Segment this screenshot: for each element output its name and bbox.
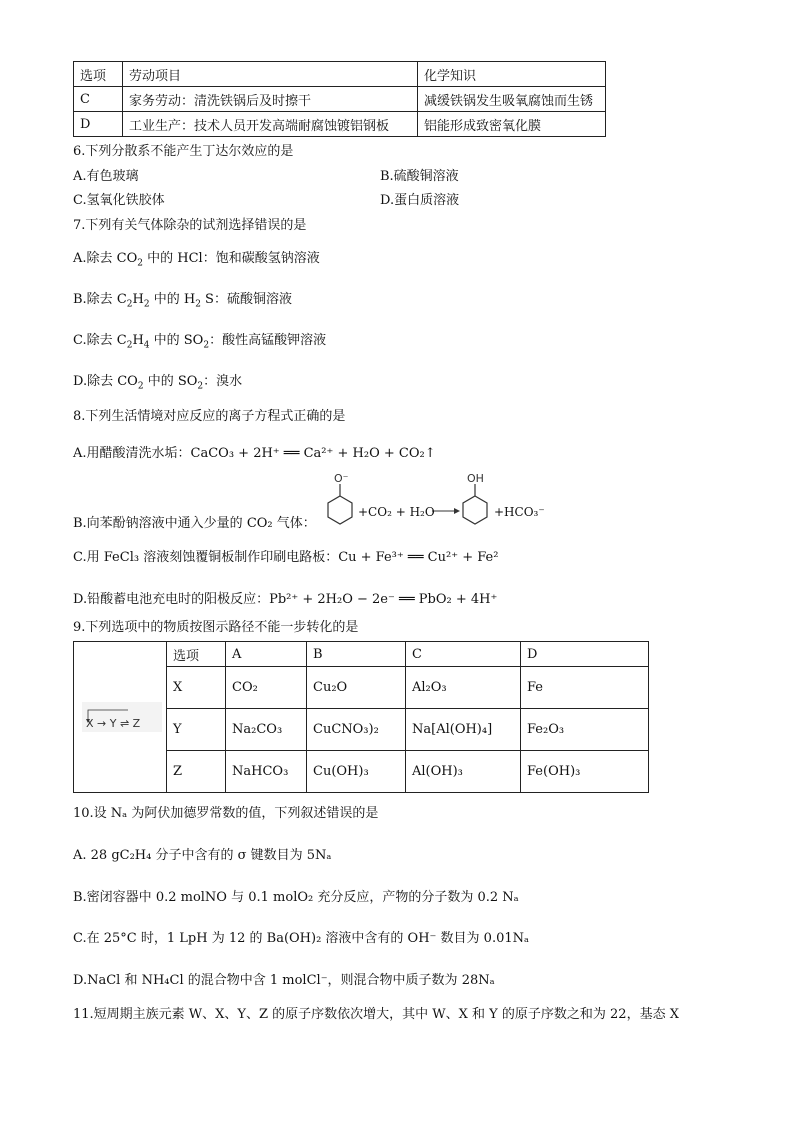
question-10-option-c: C.在 25°C 时，1 LpH 为 12 的 Ba(OH)₂ 溶液中含有的 OH⁻ 数目为 0.01Nₐ <box>73 931 530 946</box>
text-fragment: 中的 H <box>149 292 196 307</box>
option-text: A.用醋酸清洗水垢： <box>73 446 191 461</box>
equation: CaCO₃ + 2H⁺ ══ Ca²⁺ + H₂O + CO₂↑ <box>190 446 436 461</box>
text-fragment: H <box>132 333 144 348</box>
table-cell: Al(OH)₃ <box>406 751 521 793</box>
reaction-arrow <box>454 508 460 514</box>
table-header-cell: B <box>307 642 406 667</box>
equation: Cu + Fe³⁺ ══ Cu²⁺ + Fe² <box>338 550 499 565</box>
hydroxyl-label: OH <box>467 472 484 485</box>
reaction-scheme-graphic <box>322 470 547 530</box>
table-row <box>74 87 606 112</box>
question-7-option-d <box>73 374 242 390</box>
question-8-option-a <box>73 446 436 462</box>
question-6-stem: 6.下列分散系不能产生丁达尔效应的是 <box>73 144 294 159</box>
question-7-option-c <box>73 333 326 349</box>
table-cell: C <box>74 87 123 112</box>
table-header-cell: 化学知识 <box>418 62 606 87</box>
table-header-cell: 劳动项目 <box>123 62 418 87</box>
question-6-option-a: A.有色玻璃 <box>73 169 139 184</box>
table-cell: Z <box>167 751 226 793</box>
text-fragment: D.除去 CO <box>73 374 138 389</box>
table-cell: CO₂ <box>226 667 307 709</box>
text-fragment: H <box>132 292 144 307</box>
diagram-label: X → Y ⇌ Z <box>86 717 141 730</box>
question-6-option-b: B.硫酸铜溶液 <box>380 169 459 184</box>
text-fragment: ：酸性高锰酸钾溶液 <box>209 333 327 348</box>
table-header-row <box>74 642 649 667</box>
subscript: 2 <box>203 340 210 351</box>
table-cell: Fe(OH)₃ <box>521 751 649 793</box>
subscript: 2 <box>195 299 201 310</box>
table-cell: Na₂CO₃ <box>226 709 307 751</box>
text-fragment: S：硫酸铜溶液 <box>200 292 292 307</box>
table-cell: X <box>167 667 226 709</box>
text-fragment: 中的 HCl：饱和碳酸氢钠溶液 <box>143 251 320 266</box>
table-cell: Cu₂O <box>307 667 406 709</box>
table-cell: Al₂O₃ <box>406 667 521 709</box>
table-cell: 工业生产：技术人员开发高端耐腐蚀镀铝钢板 <box>123 112 418 137</box>
equation: Pb²⁺ + 2H₂O − 2e⁻ ══ PbO₂ + 4H⁺ <box>269 592 498 607</box>
question-10-stem: 10.设 Nₐ 为阿伏加德罗常数的值，下列叙述错误的是 <box>73 806 379 821</box>
question-9-stem: 9.下列选项中的物质按图示路径不能一步转化的是 <box>73 620 359 635</box>
table-cell: Na[Al(OH)₄] <box>406 709 521 751</box>
benzene-ring-right <box>463 496 487 524</box>
table-cell: 铝能形成致密氧化膜 <box>418 112 606 137</box>
text-fragment: ：溴水 <box>203 374 243 389</box>
answer-table <box>73 61 606 137</box>
table-header-cell: 选项 <box>167 642 226 667</box>
reagents-text: +CO₂ + H₂O <box>358 505 435 519</box>
question-10-option-b: B.密闭容器中 0.2 molNO 与 0.1 molO₂ 充分反应，产物的分子数为 0.2 Nₐ <box>73 890 519 905</box>
question-8-option-c <box>73 550 498 566</box>
diagram-box <box>82 702 162 732</box>
question-10-option-d: D.NaCl 和 NH₄Cl 的混合物中含 1 molCl⁻，则混合物中质子数为 28Nₐ <box>73 973 495 988</box>
product-text: +HCO₃⁻ <box>494 505 545 519</box>
diagram-cell <box>74 642 167 793</box>
text-fragment: B.除去 C <box>73 292 127 307</box>
option-text: D.铅酸蓄电池充电时的阳极反应： <box>73 592 270 607</box>
subscript: 2 <box>143 299 150 310</box>
phenoxide-label: O⁻ <box>334 472 349 485</box>
table-cell: CuCNO₃)₂ <box>307 709 406 751</box>
table-cell: 减缓铁锅发生吸氧腐蚀而生锈 <box>418 87 606 112</box>
subscript: 2 <box>126 299 133 310</box>
phenol-reaction-diagram <box>322 470 547 530</box>
question-8-stem: 8.下列生活情境对应反应的离子方程式正确的是 <box>73 409 346 424</box>
table-cell: 家务劳动：清洗铁锅后及时擦干 <box>123 87 418 112</box>
text-fragment: 中的 SO <box>143 374 198 389</box>
table-header-cell: A <box>226 642 307 667</box>
question-6-option-d: D.蛋白质溶液 <box>380 193 460 208</box>
text-fragment: A.除去 CO <box>73 251 138 266</box>
table-header-cell: C <box>406 642 521 667</box>
question-7-stem: 7.下列有关气体除杂的试剂选择错误的是 <box>73 218 307 233</box>
text-fragment: 中的 SO <box>149 333 204 348</box>
table-header-cell: D <box>521 642 649 667</box>
subscript: 2 <box>126 340 133 351</box>
subscript: 2 <box>197 381 204 392</box>
question-6-option-c: C.氢氧化铁胶体 <box>73 193 165 208</box>
option-text: C.用 FeCl₃ 溶液刻蚀覆铜板制作印刷电路板： <box>73 550 339 565</box>
subscript: 4 <box>143 340 150 351</box>
conversion-table <box>73 641 649 793</box>
question-11-stem: 11.短周期主族元素 W、X、Y、Z 的原子序数依次增大，其中 W、X 和 Y 的原子序数之和为 22，基态 X <box>73 1007 679 1022</box>
subscript: 2 <box>137 258 143 269</box>
table-cell: D <box>74 112 123 137</box>
table-header-cell: 选项 <box>74 62 123 87</box>
table-row <box>74 112 606 137</box>
table-cell: Cu(OH)₃ <box>307 751 406 793</box>
question-10-option-a: A. 28 gC₂H₄ 分子中含有的 σ 键数目为 5Nₐ <box>73 848 332 863</box>
table-header-row <box>74 62 606 87</box>
question-8-option-b: B.向苯酚钠溶液中通入少量的 CO₂ 气体： <box>73 516 316 531</box>
benzene-ring-left <box>328 496 352 524</box>
text-fragment: C.除去 C <box>73 333 127 348</box>
table-cell: NaHCO₃ <box>226 751 307 793</box>
table-cell: Fe₂O₃ <box>521 709 649 751</box>
question-8-option-d <box>73 592 497 608</box>
subscript: 2 <box>137 381 144 392</box>
question-7-option-b <box>73 292 292 308</box>
question-7-option-a <box>73 251 320 267</box>
table-cell: Fe <box>521 667 649 709</box>
table-cell: Y <box>167 709 226 751</box>
